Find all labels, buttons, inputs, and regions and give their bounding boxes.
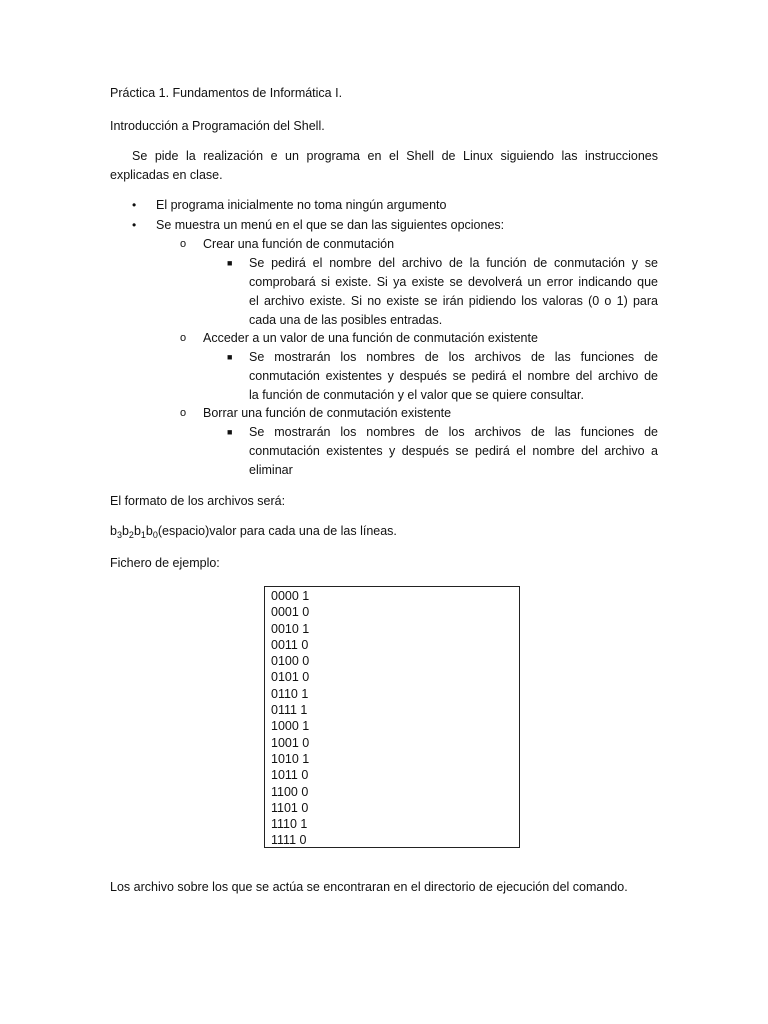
- bullet-dot-icon: •: [132, 198, 137, 212]
- detail-line: Se pedirá el nombre del archivo de la función de conmutación y se: [249, 256, 658, 270]
- example-file-box: [264, 586, 520, 848]
- option-label: Acceder a un valor de una función de conmutación existente: [203, 331, 538, 345]
- example-heading: Fichero de ejemplo:: [110, 556, 220, 570]
- example-line: 0111 1: [271, 703, 308, 718]
- example-line: 0011 0: [271, 637, 309, 652]
- example-line: 1111 0: [271, 833, 307, 848]
- example-line: 1110 1: [271, 817, 308, 832]
- example-line: 1010 1: [271, 751, 310, 766]
- option-detail: [249, 348, 658, 405]
- detail-line: el archivo existe. Si no existe se irán pidiendo los valoras (0 o 1) para: [249, 294, 658, 308]
- example-line: 0001 0: [271, 605, 310, 620]
- detail-line: Se mostrarán los nombres de los archivos de las funciones de: [249, 350, 658, 364]
- detail-line: cada una de las posibles entradas.: [249, 313, 443, 327]
- detail-line: conmutación existentes y después se pedirá el nombre del archivo de: [249, 369, 658, 383]
- example-line: 1011 0: [271, 768, 309, 783]
- detail-line: comprobará si existe. Si ya existe se devolverá un error indicando que: [249, 275, 658, 289]
- footer-note: Los archivo sobre los que se actúa se encontraran en el directorio de ejecución del comando.: [110, 880, 628, 894]
- intro-line-1: Se pide la realización e un programa en el Shell de Linux siguiendo las instrucciones: [132, 149, 658, 163]
- document-subtitle: Introducción a Programación del Shell.: [110, 119, 325, 133]
- bullet-item: El programa inicialmente no toma ningún argumento: [156, 198, 447, 212]
- example-line: 0000 1: [271, 589, 310, 603]
- example-line: 1000 1: [271, 719, 310, 734]
- example-line: 0110 1: [271, 686, 309, 701]
- detail-line: la función de conmutación y el valor que se quiere consultar.: [249, 388, 584, 402]
- example-line: 0010 1: [271, 621, 310, 636]
- bullet-dot-icon: •: [132, 218, 137, 232]
- square-bullet-icon: ■: [227, 427, 233, 437]
- option-label: Crear una función de conmutación: [203, 237, 395, 251]
- format-line: $b_3b_2b_1b_0(espacio)valor$ para cada una de las líneas.: [110, 524, 397, 540]
- circle-bullet-icon: o: [180, 238, 187, 250]
- square-bullet-icon: ■: [227, 352, 233, 362]
- example-line: 1101 0: [271, 800, 309, 815]
- example-line: 1001 0: [271, 735, 310, 750]
- detail-line: conmutación existentes y después se pedirá el nombre del archivo a: [249, 444, 658, 458]
- intro-line-2: explicadas en clase.: [110, 168, 223, 182]
- square-bullet-icon: ■: [227, 258, 233, 268]
- example-line: 0101 0: [271, 670, 310, 685]
- detail-line: eliminar: [249, 463, 293, 477]
- option-detail: [249, 423, 658, 480]
- document-title: Práctica 1. Fundamentos de Informática I.: [110, 86, 343, 100]
- circle-bullet-icon: o: [180, 332, 187, 344]
- document-page: [110, 0, 658, 1024]
- option-label: Borrar una función de conmutación existente: [203, 406, 452, 420]
- example-line: 1100 0: [271, 784, 309, 799]
- option-detail: [249, 254, 658, 330]
- detail-line: Se mostrarán los nombres de los archivos de las funciones de: [249, 425, 658, 439]
- example-line: 0100 0: [271, 654, 310, 669]
- circle-bullet-icon: o: [180, 407, 187, 419]
- bullet-item: Se muestra un menú en el que se dan las siguientes opciones:: [156, 218, 505, 232]
- format-heading: El formato de los archivos será:: [110, 494, 286, 508]
